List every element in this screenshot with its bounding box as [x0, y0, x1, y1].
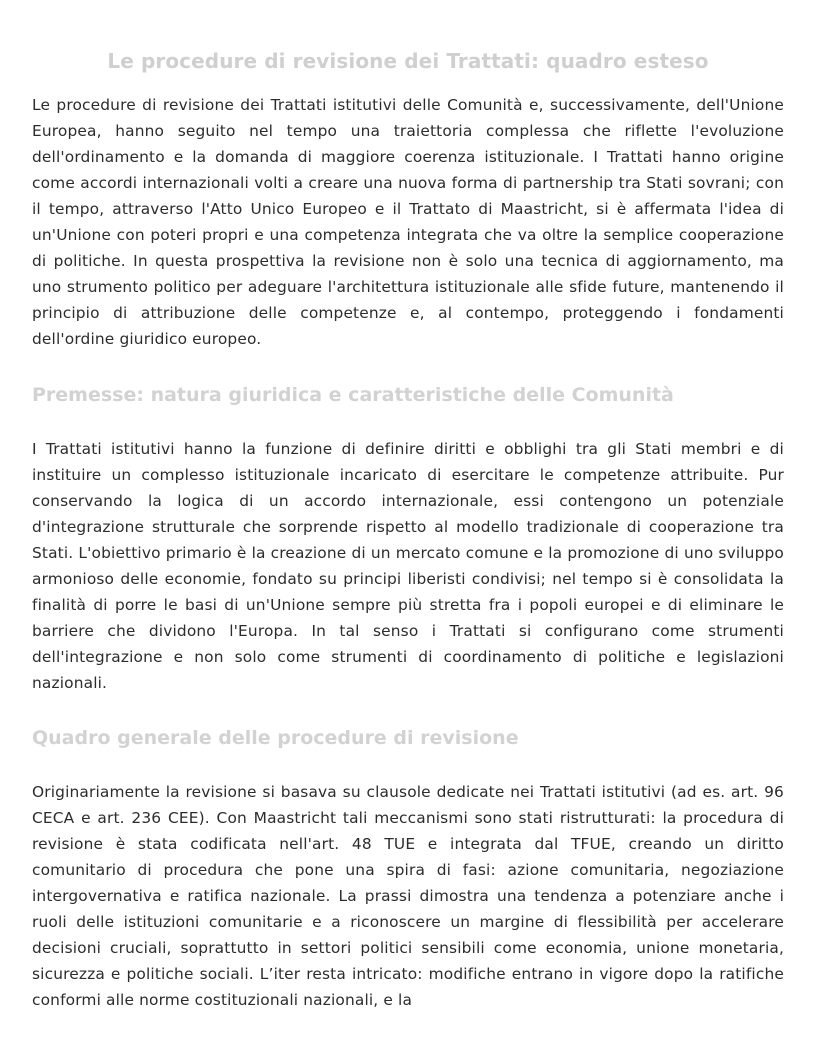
quadro-generale-paragraph: Originariamente la revisione si basava su clausole dedicate nei Trattati istitutivi (ad es. art. 96 CECA e art. 236 CEE). Con Maastricht tali meccanismi sono stati ristrutturati: la procedura di revisione è stata codificata nell'art. 48 TUE e integrata dal TFUE, creando un diritto comunitario di procedura che pone una spira di fasi: azione comunitaria, negoziazione intergovernativa e ratifica nazionale. La prassi dimostra una tendenza a potenziare anche i ruoli delle istituzioni comunitarie e a riconoscere un margine di flessibilità per accelerare decisioni cruciali, soprattutto in settori politici sensibili come economia, unione monetaria, sicurezza e politiche sociali. L’iter resta intricato: modifiche entrano in vigore dopo la ratifiche conformi alle norme costituzionali nazionali, e la: [32, 783, 784, 1009]
intro-paragraph: Le procedure di revisione dei Trattati istitutivi delle Comunità e, successivamente, dell'Unione Europea, hanno seguito nel tempo una traiettoria complessa che riflette l'evoluzione dell'ordinamento e la domanda di maggiore coerenza istituzionale. I Trattati hanno origine come accordi internazionali volti a creare una nuova forma di partnership tra Stati sovrani; con il tempo, attraverso l'Atto Unico Europeo e il Trattato di Maastricht, si è affermata l'idea di un'Unione con poteri propri e una competenza integrata che va oltre la semplice cooperazione di politiche. In questa prospettiva la revisione non è solo una tecnica di aggiornamento, ma uno strumento politico per adeguare l'architettura istituzionale alle sfide future, mantenendo il principio di attribuzione delle competenze e, al contempo, proteggendo i fondamenti dell'ordine giuridico europeo.: [32, 96, 784, 348]
section-heading-quadro-generale: Quadro generale delle procedure di revisione: [32, 727, 519, 749]
premesse-paragraph: I Trattati istitutivi hanno la funzione di definire diritti e obblighi tra gli Stati membri e di instituire un complesso istituzionale incaricato di esercitare le competenze attribuite. Pur conservando la logica di un accordo internazionale, essi contengono un potenziale d'integrazione strutturale che sorprende rispetto al modello tradizionale di cooperazione tra Stati. L'obiettivo primario è la creazione di un mercato comune e la promozione di uno sviluppo armonioso delle economie, fondato su principi liberisti condivisi; nel tempo si è consolidata la finalità di porre le basi di un'Unione sempre più stretta fra i popoli europei e di eliminare le barriere che dividono l'Europa. In tal senso i Trattati si configurano come strumenti dell'integrazione e non solo come strumenti di coordinamento di politiche e legislazioni nazionali.: [32, 440, 784, 692]
document-title: Le procedure di revisione dei Trattati: quadro esteso: [107, 49, 709, 73]
section-heading-premesse: Premesse: natura giuridica e caratteristiche delle Comunità: [32, 384, 674, 406]
